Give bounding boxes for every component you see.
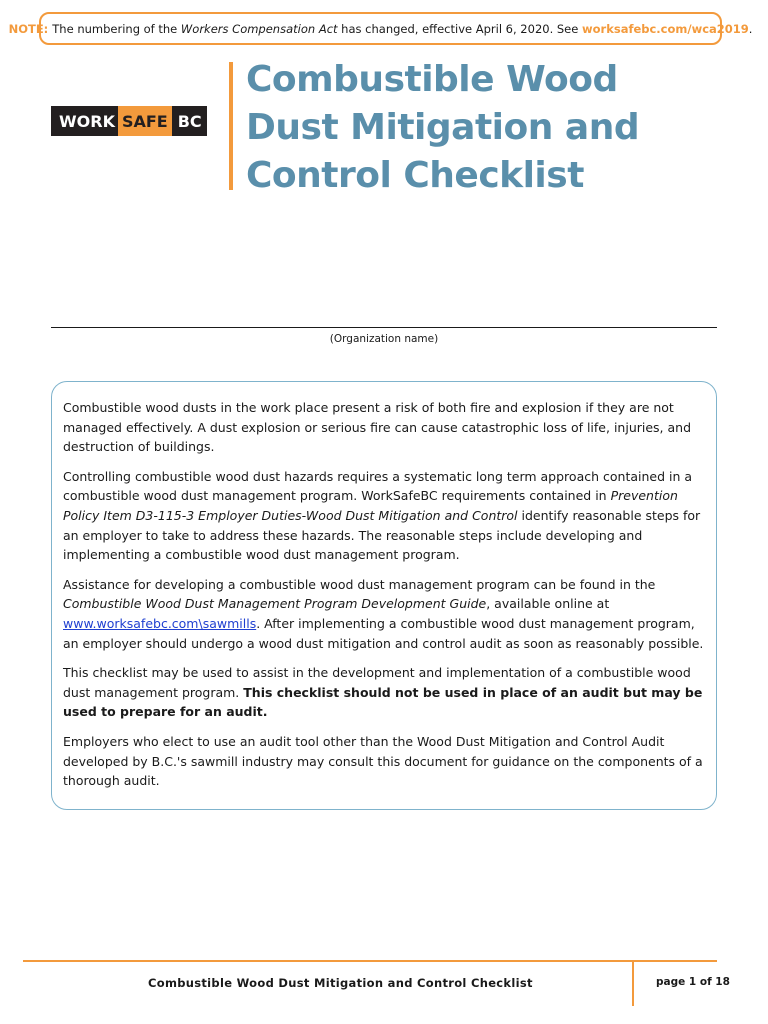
- intro-box: [51, 381, 717, 810]
- intro-paragraph-1: Combustible wood dusts in the work place present a risk of both fire and explosion if they are not managed effectively. A dust explosion or serious fire can cause catastrophic loss of life, injuries, and destruction of buildings.: [63, 400, 692, 455]
- intro-p4-bold: This checklist should not be used in place of an audit but may be used to prepare for an audit.: [63, 684, 703, 720]
- intro-p2-text-a: Controlling combustible wood dust hazards requires a systematic long term approach contained in a combustible wood dust management program. WorkSafeBC requirements contained in: [63, 468, 693, 504]
- worksafebc-logo: [51, 106, 207, 136]
- note-text-2: has changed, effective April 6, 2020. See: [337, 21, 582, 36]
- intro-p3-text-c: . After implementing a combustible wood dust management program, an employer should undergo a wood dust mitigation and control audit as soon as reasonably possible.: [63, 615, 704, 651]
- note-text-3: .: [748, 21, 753, 36]
- organization-caption: (Organization name): [329, 333, 439, 345]
- page-number: page 1 of 18: [656, 976, 730, 988]
- guide-reference: Combustible Wood Dust Management Program Development Guide: [63, 596, 487, 612]
- title-accent-bar: [229, 62, 233, 190]
- intro-paragraph-5: Employers who elect to use an audit tool other than the Wood Dust Mitigation and Control Audit developed by B.C.'s sawmill industry may consult this document for guidance on the components of a thorough audit.: [63, 733, 703, 789]
- note-label: NOTE:: [8, 21, 49, 36]
- logo-work: WORK: [59, 111, 115, 131]
- logo-safe: SAFE: [118, 106, 172, 136]
- intro-paragraph-2: [63, 467, 706, 565]
- note-text-1: The numbering of the: [52, 21, 181, 36]
- sawmills-link[interactable]: www.worksafebc.com\sawmills: [63, 615, 257, 631]
- note-link[interactable]: worksafebc.com/wca2019: [582, 21, 749, 36]
- note-banner: [8, 12, 753, 45]
- policy-reference: Prevention Policy Item D3-115-3 Employer Duties-Wood Dust Mitigation and Control: [63, 488, 678, 523]
- footer-divider: [632, 962, 634, 1006]
- intro-p3-text-a: Assistance for developing a combustible wood dust management program can be found in the: [63, 576, 656, 592]
- footer-rule: [23, 960, 717, 962]
- footer-title: Combustible Wood Dust Mitigation and Control Checklist: [148, 976, 533, 990]
- intro-p4-text-a: This checklist may be used to assist in the development and implementation of a combustible wood dust management program.: [63, 665, 691, 700]
- logo-bc: BC: [177, 111, 202, 131]
- title-line-1: Combustible Wood: [246, 59, 618, 100]
- intro-paragraph-4: [63, 663, 706, 722]
- intro-p2-text-b: identify reasonable steps for an employer to take to address these hazards. The reasonable steps include developing and implementing a combustible wood dust management program.: [63, 507, 701, 563]
- title-line-3: Control Checklist: [246, 155, 584, 196]
- page-title: [246, 56, 746, 200]
- intro-paragraph-3: [63, 575, 706, 653]
- note-act-name: Workers Compensation Act: [180, 21, 338, 36]
- organization-name-line: [51, 327, 717, 328]
- title-line-2: Dust Mitigation and: [246, 107, 640, 148]
- intro-p3-text-b: , available online at: [486, 596, 610, 612]
